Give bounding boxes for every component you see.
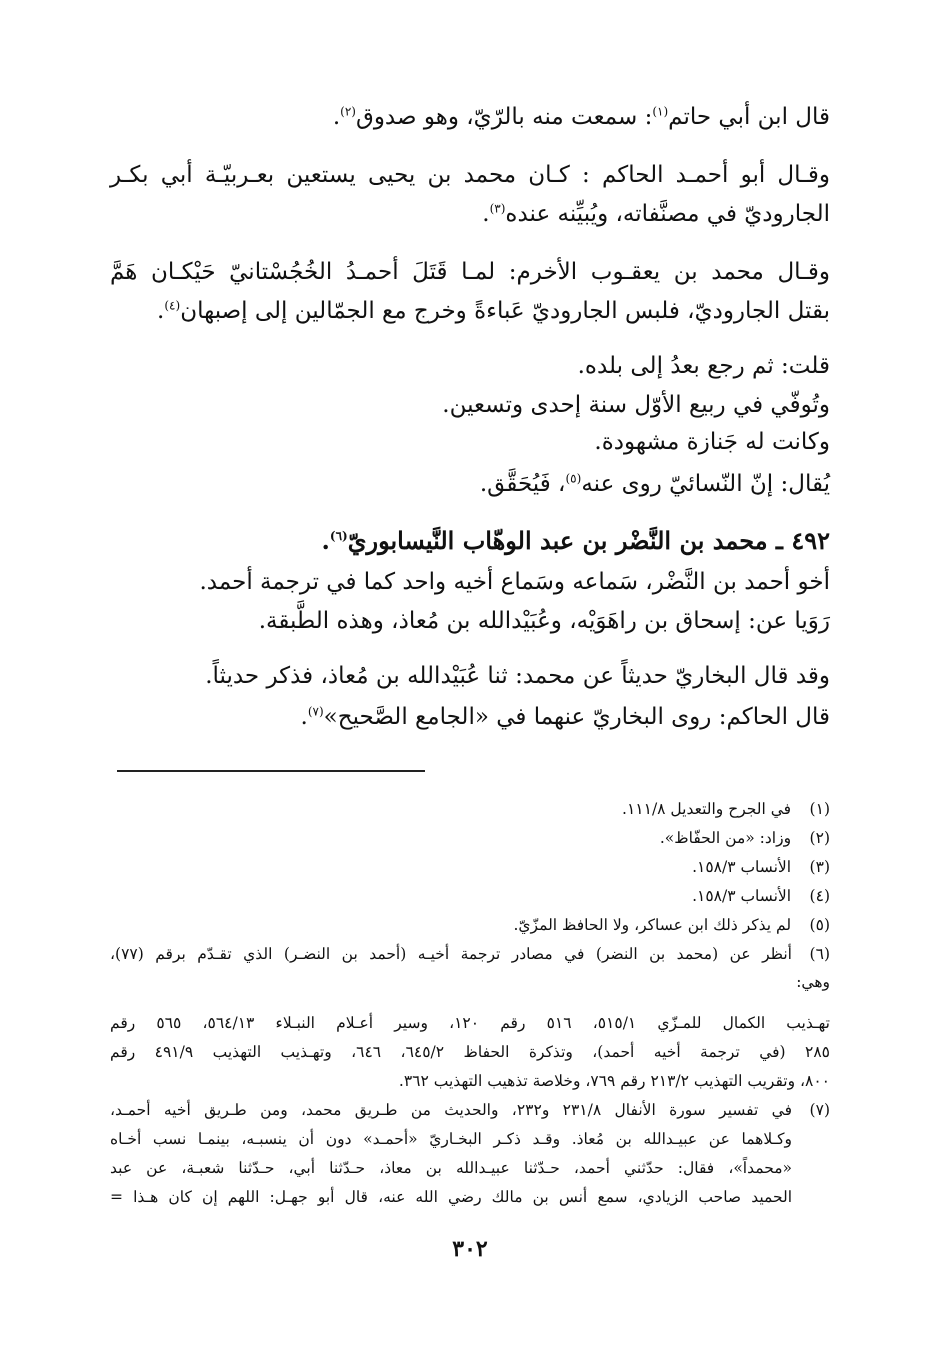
footnote-6-line-4: ٢٨٥ (في ترجمة أخيه أحمد)، وتذكرة الحفاظ ٦٤٥/٢، ٦٤٦، وتهـذيب التهذيب ٤٩١/٩ رقم — [110, 1043, 830, 1061]
footnote-6 — [796, 941, 830, 967]
footnote-text: وزاد: «من الحفّاظ». — [659, 829, 792, 847]
footnote-number: (١) — [809, 800, 830, 818]
page-number: ٣٠٢ — [452, 1236, 488, 1262]
body-text: : سمعت منه بالرّيّ، وهو صدوق — [355, 104, 653, 130]
body-text: . — [300, 704, 308, 730]
body-text: الجاروديّ في مصنَّفاته، ويُبيِّنه عنده — [505, 201, 830, 227]
footnote-5 — [514, 912, 831, 938]
footnote-7-line-1: في تفسير سورة الأنفال ٢٣١/٨ و٢٣٢، والحديث من طـريق محمد، ومن طـريق أخيه أحمـد، — [110, 1101, 793, 1119]
footnote-6-line-1: أنظر عن (محمد بن النضر) في مصادر ترجمة أخيـه (أحمد بن النضـر) الذي تقـدّم برقم (٧٧)، — [110, 945, 792, 963]
footnote-7-line-4: الحميد صاحب الزيادي، سمع أنس بن مالك رضي الله عنه، قال أبو جهـل: اللهم إن كان هـذا = — [110, 1188, 792, 1206]
footnote-ref[interactable]: (١) — [652, 104, 669, 119]
footnote-7-line-2: وكـلاهما عن عبيـدالله بن مُعاذ. وقـد ذكـر البخـاريّ «أحمـد» دون أن ينسبـه، بينمـا نسب أخـاه — [110, 1130, 792, 1148]
entry-title: ٤٩٢ ـ محمد بن النَّضْر بن عبد الوهّاب النَّيسابوريّ — [347, 526, 830, 555]
footnote-number: (٦) — [809, 945, 830, 963]
footnote-ref[interactable]: (٣) — [489, 201, 506, 216]
body-text: بقتل الجاروديّ، فلبس الجاروديّ عَباءةً وخرج مع الجمّالين إلى إصبهان — [180, 298, 830, 324]
footnote-ref[interactable]: (٦) — [329, 529, 348, 543]
body-text: ، فَيُحَقَّق. — [479, 471, 566, 497]
footnote-number: (٣) — [809, 858, 830, 876]
body-line-13: وقد قال البخاريّ حديثاً عن محمد: ثنا عُبَيْدالله بن مُعاذ، فذكر حديثاً. — [205, 663, 830, 689]
body-line-6: قلت: ثم رجع بعدُ إلى بلده. — [577, 353, 830, 379]
footnote-ref[interactable]: (٧) — [307, 704, 324, 719]
body-line-7: وتُوفّي في ربيع الأوّل سنة إحدى وتسعين. — [442, 392, 830, 418]
body-line-2: وقـال أبو أحمـد الحاكم : كـان محمد بن يحيى يستعين بعـربيّـة أبي بكـر — [110, 162, 830, 188]
footnote-7 — [796, 1097, 830, 1123]
body-line-4: وقـال محمد بن يعقـوب الأخرم: لمـا قَتَلَ أحمـدُ الخُجُسْتانيّ حَيْكـان هَمَّ — [110, 259, 830, 285]
body-text: . — [157, 298, 165, 324]
body-line-9 — [480, 467, 830, 501]
body-line-14 — [301, 700, 830, 734]
footnote-text: في الجرح والتعديل ١١١/٨. — [622, 800, 792, 818]
body-line-12: رَوَيا عن: إسحاق بن راهَوَيْه، وعُبَيْدالله بن مُعاذ، وهذه الطَّبقة. — [258, 608, 830, 634]
body-text: قال ابن أبي حاتم — [668, 104, 830, 130]
body-line-1 — [333, 100, 830, 134]
footnote-number: (٢) — [809, 829, 830, 847]
body-text: قال الحاكم: روى البخاريّ عنهما في «الجامع الصَّحيح» — [323, 704, 830, 730]
body-line-8: وكانت له جَنازة مشهودة. — [594, 429, 830, 455]
footnote-ref[interactable]: (٤) — [164, 298, 181, 313]
footnote-text: لم يذكر ذلك ابن عساكر، ولا الحافظ المزّيّ. — [513, 916, 792, 934]
footnote-number: (٤) — [809, 887, 830, 905]
footnote-ref[interactable]: (٥) — [565, 471, 582, 486]
footnote-2 — [660, 825, 830, 851]
footnote-7-line-3: «محمداً»، فقال: حدّثني أحمد، حـدّثنا عبيـدالله بن معاذ، حـدّثنا أبي، حـدّثنا شعبـة، عن عبد — [110, 1159, 792, 1177]
footnote-ref[interactable]: (٢) — [340, 104, 356, 119]
footnote-6-line-2: وهي: — [796, 973, 830, 991]
footnote-text: الأنساب ١٥٨/٣. — [692, 887, 792, 905]
footnote-1 — [622, 796, 830, 822]
body-text: . — [482, 201, 490, 227]
body-line-11: أخو أحمد بن النَّضْر، سَماعه وسَماع أخيه واحد كما في ترجمة أحمد. — [199, 569, 830, 595]
footnote-separator — [117, 770, 425, 772]
footnote-4 — [692, 883, 830, 909]
body-text: . — [321, 526, 330, 555]
footnote-6-line-3: تهـذيب الكمال للمـزّي ٥١٥/١، ٥١٦ رقم ١٢٠، وسير أعـلام النبـلاء ٥٦٤/١٣، ٥٦٥ رقم — [110, 1014, 830, 1032]
footnote-3 — [692, 854, 830, 880]
entry-heading — [322, 524, 830, 558]
footnote-number: (٥) — [809, 916, 830, 934]
body-text: . — [332, 104, 341, 130]
body-line-3 — [482, 197, 830, 231]
body-line-5 — [157, 294, 830, 328]
footnote-text: الأنساب ١٥٨/٣. — [692, 858, 792, 876]
footnote-6-line-5: ٨٠٠، وتقريب التهذيب ٢١٣/٢ رقم ٧٦٩، وخلاصة تذهيب التهذيب ٣٦٢. — [398, 1072, 830, 1090]
body-text: يُقال: إنّ النّسائيّ روى عنه — [581, 471, 830, 497]
footnote-number: (٧) — [809, 1101, 830, 1119]
